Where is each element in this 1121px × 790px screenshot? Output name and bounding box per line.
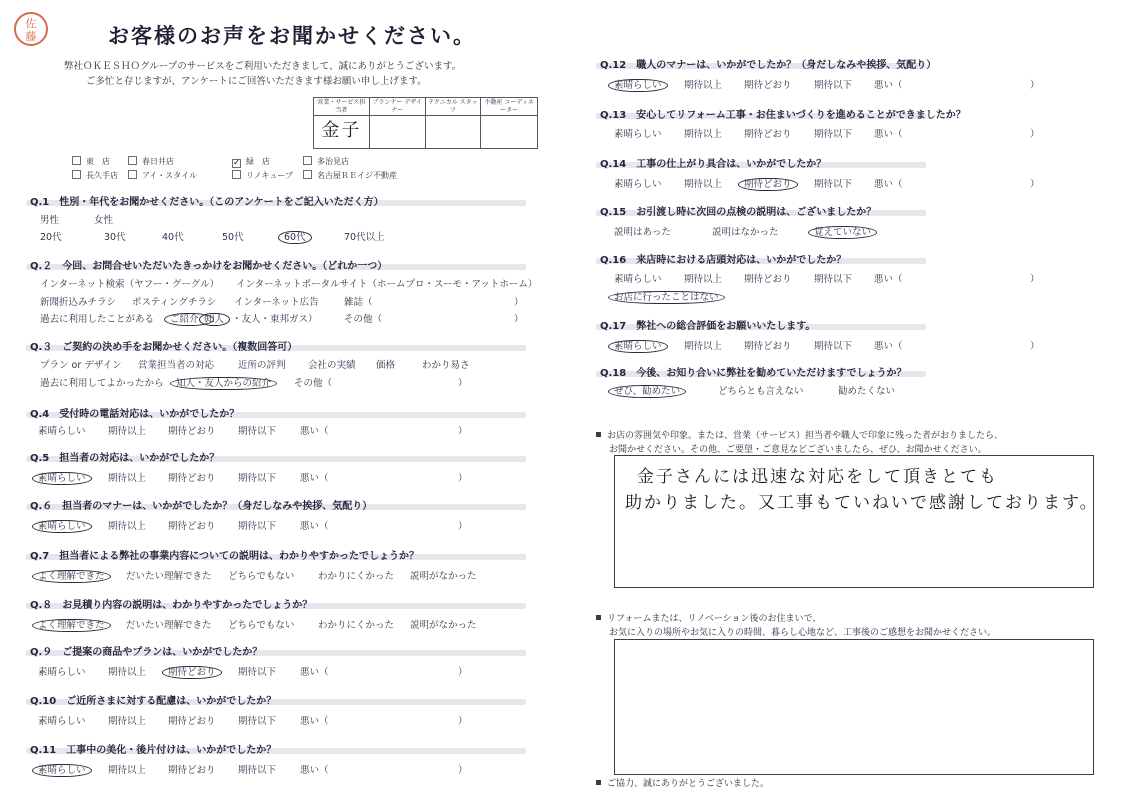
- answer-option[interactable]: [108, 762, 146, 776]
- closing-paren: ）: [458, 473, 468, 484]
- bullet-square-icon: [596, 615, 601, 620]
- answer-option[interactable]: [344, 294, 373, 308]
- answer-option-text: 素晴らしい: [38, 667, 86, 678]
- answer-option-text: インターネット広告: [234, 297, 319, 308]
- answer-option-text: わかりにくかった: [318, 620, 395, 631]
- answer-option-text: 過去に利用してよかったから: [40, 378, 164, 389]
- store-checkbox[interactable]: [128, 170, 197, 181]
- closing-paren: ）: [458, 765, 468, 776]
- answer-option[interactable]: [168, 423, 216, 437]
- answer-option[interactable]: [874, 271, 903, 285]
- closing-paren: ）: [458, 716, 468, 727]
- answer-option[interactable]: [168, 664, 222, 678]
- checkbox-icon: [128, 170, 137, 179]
- answer-option[interactable]: [38, 664, 86, 678]
- checkbox-icon: [232, 170, 241, 179]
- answer-option[interactable]: [684, 271, 722, 285]
- answer-option-text: 期待以下: [238, 765, 277, 776]
- answer-option-text: 悪い（: [300, 667, 329, 678]
- answer-option-text: 期待以上: [108, 521, 147, 532]
- question-label: Q.13 安心してリフォーム工事・お住まいづくりを進めることができましたか？: [600, 110, 966, 121]
- answer-option[interactable]: [138, 357, 214, 371]
- answer-option[interactable]: [205, 311, 230, 325]
- answer-option-selected: ご紹介（: [164, 313, 214, 326]
- closing-paren: ）: [1030, 341, 1040, 352]
- question-label: Q.18 今後、お知り合いに弊社を勧めていただけますでしょうか？: [600, 368, 907, 379]
- question-label: Q.5 担当者の対応は、いかがでしたか？: [30, 453, 220, 464]
- answer-option-text: だいたい理解できた: [126, 620, 212, 631]
- answer-option[interactable]: [132, 294, 216, 308]
- closing-paren: ）: [514, 314, 524, 325]
- checkbox-icon: [128, 156, 137, 165]
- answer-option-text: 悪い（: [300, 521, 329, 532]
- store-label: 多治見店: [317, 157, 349, 166]
- answer-option-selected: 60代: [278, 231, 312, 244]
- answer-option[interactable]: [294, 375, 332, 389]
- question-label: Q.11 工事中の美化・後片付けは、いかがでしたか？: [30, 745, 277, 756]
- answer-option-text: 期待以上: [684, 179, 723, 190]
- answer-option[interactable]: [874, 77, 903, 91]
- question-label: Q.7 担当者による弊社の事業内容についての説明は、わかりやすかったでしょうか？: [30, 551, 420, 562]
- question-label: Q.16 来店時における店頭対応は、いかがでしたか？: [600, 255, 847, 266]
- answer-option[interactable]: [300, 713, 329, 727]
- staff-value-realestate: [481, 116, 537, 148]
- answer-option[interactable]: [614, 126, 662, 140]
- intro-line-2: ご多忙と存じますが、アンケートにご回答いただきます様お願い申し上げます。: [86, 76, 427, 87]
- answer-option-text: 期待どおり: [744, 341, 792, 352]
- store-checkbox[interactable]: [303, 156, 349, 167]
- answer-option[interactable]: [814, 77, 852, 91]
- answer-option[interactable]: [300, 762, 329, 776]
- answer-option-selected: よく理解できた: [32, 619, 111, 632]
- seal-stamp: [14, 12, 48, 46]
- closing-paren: ）: [458, 667, 468, 678]
- answer-option-text: 期待以下: [814, 80, 853, 91]
- answer-option[interactable]: [38, 423, 86, 437]
- answer-option[interactable]: [814, 176, 852, 190]
- answer-option-text: 期待以上: [108, 716, 147, 727]
- answer-option-text: 雑誌（: [344, 297, 373, 308]
- answer-option[interactable]: [308, 357, 356, 371]
- answer-option[interactable]: [744, 77, 792, 91]
- comment2-prompt-1: [596, 611, 821, 624]
- checkbox-icon: [303, 170, 312, 179]
- answer-option[interactable]: [318, 617, 394, 631]
- answer-option-text: ・友人・東邦ガス）: [232, 314, 318, 325]
- answer-option-text: 30代: [104, 232, 126, 243]
- answer-option-text: 悪い（: [300, 473, 329, 484]
- answer-option-selected: ぜひ、勧めたい: [608, 385, 686, 398]
- answer-option-text: インターネットポータルサイト（ホームプロ・スーモ・アットホーム）: [236, 279, 538, 290]
- answer-option-text: 期待どおり: [168, 473, 216, 484]
- answer-option-selected: 素晴らしい: [32, 520, 92, 533]
- answer-option-text: 素晴らしい: [614, 274, 662, 285]
- answer-option[interactable]: [236, 276, 537, 290]
- answer-option[interactable]: [40, 212, 59, 226]
- answer-option-text: 素晴らしい: [38, 716, 86, 727]
- comment1-answer-line-2: 助かりました。又工事もていねいで感謝しております。: [625, 493, 1099, 513]
- answer-option-text: プラン or デザイン: [40, 360, 122, 371]
- closing-paren: ）: [458, 521, 468, 532]
- answer-option-text: 素晴らしい: [614, 179, 662, 190]
- answer-option[interactable]: [168, 713, 216, 727]
- store-label: 春日井店: [142, 157, 174, 166]
- answer-option-text: 素晴らしい: [614, 129, 662, 140]
- store-checkbox[interactable]: [72, 156, 110, 167]
- answer-option[interactable]: [40, 294, 116, 308]
- answer-option-text: その他（: [344, 314, 383, 325]
- answer-option[interactable]: [104, 229, 126, 243]
- answer-option-text: どちらとも言えない: [718, 386, 804, 397]
- answer-option[interactable]: [344, 229, 385, 243]
- answer-option-text: 期待以下: [814, 129, 853, 140]
- answer-option[interactable]: [176, 375, 277, 389]
- comment1-prompt-1-text: お店の雰囲気や印象。または、営業（サービス）担当者や職人で印象に残った者がおりましたら、: [607, 431, 1004, 441]
- seal-text: 佐藤: [25, 17, 37, 43]
- checkbox-icon: [72, 156, 81, 165]
- staff-value-technical: [426, 116, 482, 148]
- comment1-answer-line-1: 金子さんには迅速な対応をして頂きとても: [637, 467, 998, 487]
- answer-option[interactable]: [614, 271, 662, 285]
- comment1-answer-box[interactable]: [614, 455, 1099, 588]
- answer-option[interactable]: [300, 664, 329, 678]
- store-checkbox[interactable]: [303, 170, 397, 181]
- answer-option-selected: 知人・友人からの紹介: [170, 377, 277, 390]
- comment2-answer-box[interactable]: [614, 639, 1094, 775]
- answer-option[interactable]: [168, 518, 216, 532]
- answer-option-text: 20代: [40, 232, 62, 243]
- question-label: Q.６ 担当者のマナーは、いかがでしたか？（身だしなみや挨拶、気配り）: [30, 501, 373, 512]
- answer-option-text: 期待以下: [238, 716, 277, 727]
- answer-option-text: 期待以上: [108, 473, 147, 484]
- answer-option[interactable]: [614, 224, 671, 238]
- answer-option-text: 素晴らしい: [38, 426, 86, 437]
- answer-option[interactable]: [300, 470, 329, 484]
- answer-option-text: 悪い（: [874, 179, 903, 190]
- answer-option[interactable]: [38, 568, 111, 582]
- answer-option-text: 50代: [222, 232, 244, 243]
- answer-option-text: 期待どおり: [168, 426, 216, 437]
- comment2-prompt-2: お気に入りの場所やお気に入りの時間、暮らし心地など、工事後のご感想をお聞かせください。: [609, 628, 997, 638]
- answer-option-text: 価格: [376, 360, 396, 371]
- answer-option-text: ポスティングチラシ: [132, 297, 217, 308]
- question-label: Q.15 お引渡し時に次回の点検の説明は、ございましたか？: [600, 207, 877, 218]
- answer-option-selected: よく理解できた: [32, 570, 111, 583]
- staff-header-sales: 営業・サービス担当者: [314, 98, 370, 116]
- answer-option[interactable]: [684, 176, 722, 190]
- answer-option[interactable]: [814, 338, 852, 352]
- closing-paren: ）: [1030, 179, 1040, 190]
- answer-option-text: 70代以上: [344, 232, 385, 243]
- answer-option-text: 説明はなかった: [712, 227, 779, 238]
- answer-option-text: 営業担当者の対応: [138, 360, 215, 371]
- answer-option[interactable]: [38, 713, 86, 727]
- answer-option-text: わかりにくかった: [318, 571, 395, 582]
- answer-option-selected: 期待どおり: [738, 178, 798, 191]
- answer-option-text: 悪い（: [874, 341, 903, 352]
- answer-option-text: 期待以上: [684, 274, 723, 285]
- comment1-prompt-1: [596, 428, 1003, 441]
- answer-option-text: 悪い（: [300, 426, 329, 437]
- staff-header-realestate: 不動産 コーディネーター: [481, 98, 537, 116]
- store-label: 東 店: [86, 157, 110, 166]
- answer-option-text: 説明はあった: [614, 227, 671, 238]
- answer-option-text: 男性: [40, 215, 60, 226]
- question-label: Q.17 弊社への総合評価をお願いいたします。: [600, 321, 816, 332]
- answer-option-text: 期待以下: [814, 274, 853, 285]
- answer-option[interactable]: [422, 357, 470, 371]
- answer-option[interactable]: [300, 518, 329, 532]
- closing-paren: ）: [1030, 80, 1040, 91]
- answer-option-text: 期待以下: [814, 179, 853, 190]
- answer-option-text: 会社の実績: [308, 360, 356, 371]
- answer-option[interactable]: [108, 470, 146, 484]
- answer-option[interactable]: [108, 518, 146, 532]
- answer-option-text: 期待どおり: [744, 274, 792, 285]
- answer-option-text: 期待以上: [684, 80, 723, 91]
- question-label: Q.９ ご提案の商品やプランは、いかがでしたか？: [30, 647, 263, 658]
- answer-option[interactable]: [718, 383, 804, 397]
- intro-line-1: 弊社ＯＫＥＳＨＯグループのサービスをご利用いただきまして、誠にありがとうございます。: [64, 61, 462, 72]
- answer-option[interactable]: [712, 224, 779, 238]
- answer-option[interactable]: [344, 311, 382, 325]
- answer-option[interactable]: [162, 229, 184, 243]
- answer-option[interactable]: [814, 271, 852, 285]
- answer-option[interactable]: [318, 568, 394, 582]
- answer-option-text: どちらでもない: [228, 571, 295, 582]
- bullet-square-icon: [596, 780, 601, 785]
- answer-option-text: 期待どおり: [744, 80, 792, 91]
- answer-option-text: 説明がなかった: [410, 571, 477, 582]
- answer-option[interactable]: [684, 338, 722, 352]
- store-label: 緑 店: [246, 157, 270, 166]
- answer-option-text: 勧めたくない: [838, 386, 896, 397]
- answer-option[interactable]: [684, 77, 722, 91]
- answer-option[interactable]: [238, 664, 276, 678]
- answer-option[interactable]: [614, 383, 686, 397]
- answer-option-text: 期待以下: [238, 667, 277, 678]
- question-label: Q.３ ご契約の決め手をお聞かせください。（複数回答可）: [30, 342, 298, 353]
- checkbox-icon: [303, 156, 312, 165]
- question-label: Q.２ 今回、お問合せいただいたきっかけをお聞かせください。（どれか一つ）: [30, 261, 388, 272]
- footer-thanks-text: ご協力、誠にありがとうございました。: [607, 779, 770, 789]
- staff-table: [313, 97, 538, 149]
- store-label: 長久手店: [86, 171, 118, 180]
- answer-option[interactable]: [40, 375, 164, 389]
- question-label: Q.1 性別・年代をお聞かせください。（このアンケートをご記入いただく方）: [30, 197, 384, 208]
- answer-option[interactable]: [228, 617, 294, 631]
- answer-option-text: その他（: [294, 378, 333, 389]
- answer-option[interactable]: [814, 224, 877, 238]
- store-checkbox[interactable]: [232, 156, 270, 168]
- answer-option[interactable]: [614, 338, 668, 352]
- answer-option-text: 悪い（: [874, 129, 903, 140]
- answer-option[interactable]: [874, 338, 903, 352]
- answer-option-text: 期待以上: [684, 341, 723, 352]
- answer-option[interactable]: [232, 311, 318, 325]
- answer-option-text: 40代: [162, 232, 184, 243]
- store-label: アイ・スタイル: [142, 171, 198, 180]
- answer-option-text: 期待以上: [684, 129, 723, 140]
- answer-option[interactable]: [614, 77, 668, 91]
- answer-option[interactable]: [838, 383, 895, 397]
- answer-option[interactable]: [874, 176, 903, 190]
- answer-option-text: わかり易さ: [422, 360, 470, 371]
- answer-option[interactable]: [744, 271, 792, 285]
- question-label: Q.12 職人のマナーは、いかがでしたか？（身だしなみや挨拶、気配り）: [600, 60, 937, 71]
- store-checkbox[interactable]: [128, 156, 174, 167]
- bullet-square-icon: [596, 432, 601, 437]
- answer-option[interactable]: [38, 762, 92, 776]
- comment2-prompt-1-text: リフォームまたは、リノベーション後のお住まいで、: [607, 614, 822, 624]
- question-label: Q.８ お見積り内容の説明は、わかりやすかったでしょうか？: [30, 600, 313, 611]
- answer-option-text: 悪い（: [874, 80, 903, 91]
- answer-option-text: 女性: [94, 215, 114, 226]
- answer-option[interactable]: [40, 276, 219, 290]
- answer-option-selected: お店に行ったことはない: [608, 291, 725, 304]
- answer-option[interactable]: [410, 568, 477, 582]
- answer-option[interactable]: [40, 229, 62, 243]
- answer-option[interactable]: [126, 568, 212, 582]
- answer-option-text: インターネット検索（ヤフー・グーグル）: [40, 279, 220, 290]
- answer-option-text: 近所の評判: [238, 360, 286, 371]
- answer-option-selected: 素晴らしい: [32, 764, 92, 777]
- answer-option[interactable]: [238, 762, 276, 776]
- answer-option[interactable]: [614, 289, 725, 303]
- answer-option[interactable]: [168, 762, 216, 776]
- answer-option[interactable]: [126, 617, 212, 631]
- answer-option[interactable]: [284, 229, 312, 243]
- store-label: 名古屋ＲＥイジ不動産: [317, 171, 397, 180]
- answer-option-text: 期待どおり: [168, 716, 216, 727]
- staff-header-technical: テクニカル スタッフ: [426, 98, 482, 116]
- answer-option[interactable]: [108, 713, 146, 727]
- answer-option[interactable]: [614, 176, 662, 190]
- answer-option-text: 期待どおり: [168, 521, 216, 532]
- page-title: お客様のお声をお聞かせください。: [108, 24, 476, 48]
- answer-option-selected: 素晴らしい: [32, 472, 92, 485]
- answer-option[interactable]: [744, 176, 798, 190]
- answer-option[interactable]: [238, 713, 276, 727]
- answer-option-selected: 知人: [199, 313, 230, 326]
- answer-option[interactable]: [108, 423, 146, 437]
- answer-option-selected: 覚えていない: [808, 226, 877, 239]
- answer-option-text: 期待以上: [108, 426, 147, 437]
- answer-option[interactable]: [228, 568, 294, 582]
- answer-option-selected: 素晴らしい: [608, 340, 668, 353]
- checkbox-icon: ✓: [233, 158, 241, 168]
- answer-option-text: 悪い（: [874, 274, 903, 285]
- answer-option-text: 期待以上: [108, 667, 147, 678]
- question-label: Q.4 受付時の電話対応は、いかがでしたか？: [30, 409, 240, 420]
- answer-option-text: 説明がなかった: [410, 620, 477, 631]
- store-checkbox[interactable]: [72, 170, 118, 181]
- answer-option[interactable]: [222, 229, 244, 243]
- store-label: リノキューブ: [246, 171, 293, 180]
- answer-option-text: 悪い（: [300, 716, 329, 727]
- answer-option[interactable]: [814, 126, 852, 140]
- closing-paren: ）: [458, 426, 468, 437]
- answer-option[interactable]: [38, 617, 111, 631]
- staff-value-sales: 金子: [314, 116, 370, 148]
- checkbox-icon: [72, 170, 81, 179]
- question-label: Q.14 工事の仕上がり具合は、いかがでしたか？: [600, 159, 827, 170]
- answer-option[interactable]: [874, 126, 903, 140]
- answer-option[interactable]: [238, 423, 276, 437]
- answer-option[interactable]: [238, 357, 286, 371]
- answer-option-text: 期待以上: [108, 765, 147, 776]
- answer-option[interactable]: [108, 664, 146, 678]
- staff-header-planner: プランナー デザイナー: [370, 98, 426, 116]
- answer-option[interactable]: [38, 518, 92, 532]
- store-checkbox[interactable]: [232, 170, 293, 181]
- answer-option[interactable]: [168, 470, 216, 484]
- closing-paren: ）: [1030, 129, 1040, 140]
- answer-option-text: だいたい理解できた: [126, 571, 212, 582]
- answer-option-text: 期待以下: [238, 473, 277, 484]
- staff-value-planner: [370, 116, 426, 148]
- answer-option-text: 期待どおり: [168, 765, 216, 776]
- answer-option[interactable]: [40, 357, 122, 371]
- answer-option[interactable]: [234, 294, 319, 308]
- closing-paren: ）: [458, 378, 468, 389]
- answer-option[interactable]: [238, 518, 276, 532]
- answer-option-text: 期待以下: [238, 426, 277, 437]
- footer-thanks: [596, 776, 769, 789]
- answer-option-text: 期待どおり: [744, 129, 792, 140]
- answer-option-selected: 素晴らしい: [608, 79, 668, 92]
- answer-option[interactable]: [40, 311, 154, 325]
- closing-paren: ）: [1030, 274, 1040, 285]
- answer-option[interactable]: [38, 470, 92, 484]
- answer-option[interactable]: [410, 617, 477, 631]
- comment1-prompt-2: お聞かせください。その他、ご要望・ご意見などございましたら、ぜひ、お聞かせください。: [609, 445, 987, 455]
- answer-option[interactable]: [744, 126, 792, 140]
- answer-option[interactable]: [744, 338, 792, 352]
- answer-option-text: 過去に利用したことがある: [40, 314, 155, 325]
- question-label: Q.10 ご近所さまに対する配慮は、いかがでしたか？: [30, 696, 277, 707]
- answer-option-text: 期待以下: [814, 341, 853, 352]
- answer-option[interactable]: [376, 357, 395, 371]
- answer-option-text: 期待以下: [238, 521, 277, 532]
- answer-option[interactable]: [94, 212, 113, 226]
- answer-option[interactable]: [300, 423, 329, 437]
- closing-paren: ）: [514, 297, 524, 308]
- answer-option[interactable]: [238, 470, 276, 484]
- answer-option-text: 新聞折込みチラシ: [40, 297, 117, 308]
- answer-option-selected: 期待どおり: [162, 666, 222, 679]
- answer-option-text: 悪い（: [300, 765, 329, 776]
- answer-option[interactable]: [684, 126, 722, 140]
- answer-option-text: どちらでもない: [228, 620, 295, 631]
